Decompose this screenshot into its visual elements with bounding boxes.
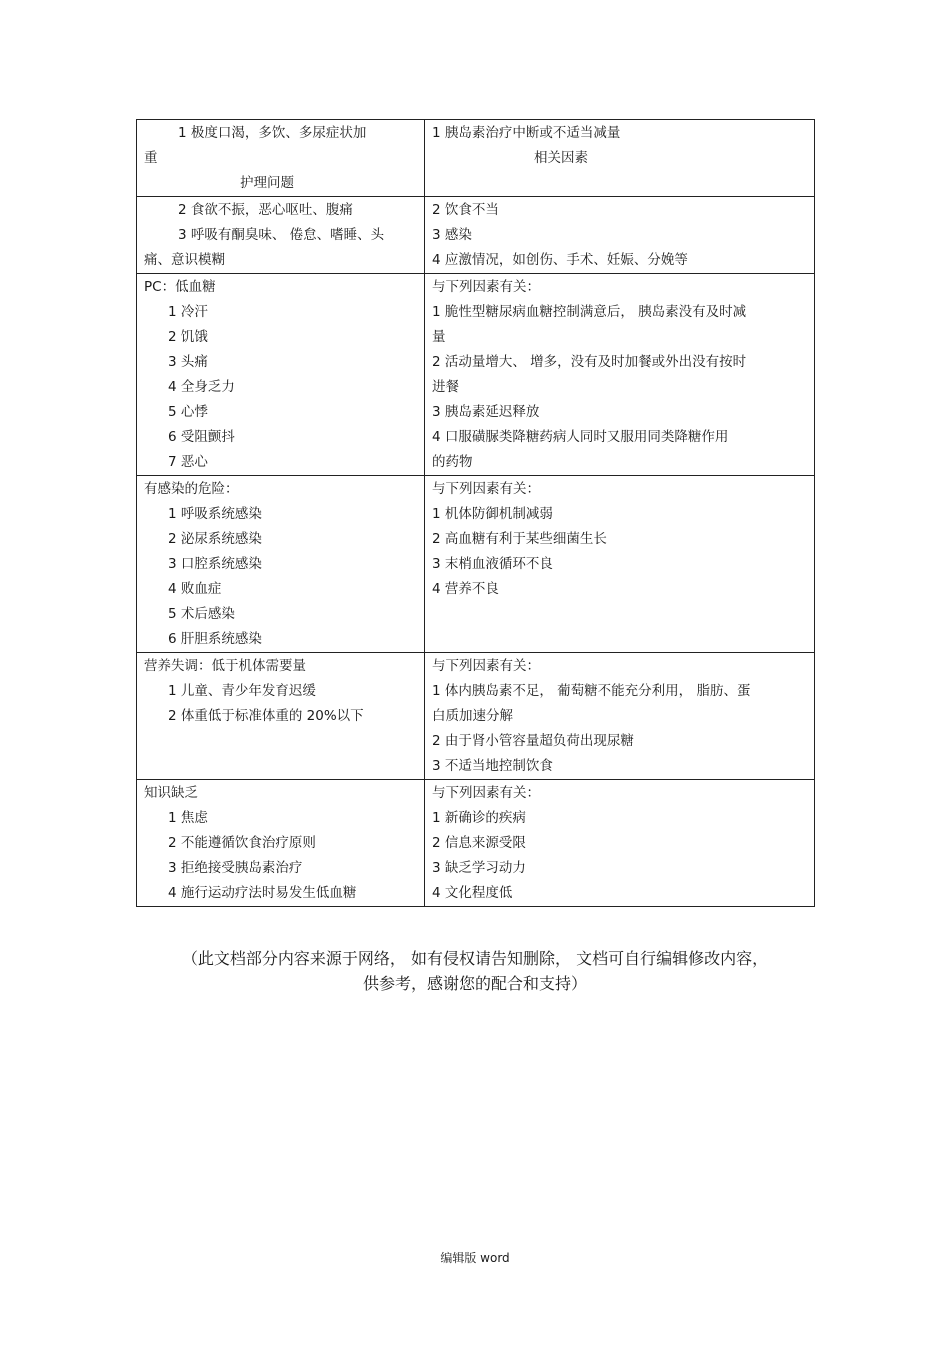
cell-line: 1 新确诊的疾病: [432, 810, 526, 826]
cell-line: 1 脆性型糖尿病血糖控制满意后， 胰岛素没有及时减: [432, 304, 747, 320]
page-footer-label: 编辑版 word: [440, 1251, 510, 1265]
nursing-problem-cell: [137, 653, 425, 780]
nursing-problem-cell: [137, 120, 425, 197]
table-row: [137, 120, 815, 197]
cell-line: 与下列因素有关：: [432, 785, 540, 801]
related-factors-cell: [425, 274, 815, 476]
cell-line: 1 极度口渴，多饮、多尿症状加: [178, 125, 367, 141]
cell-line: 量: [432, 329, 446, 345]
problem-title: 知识缺乏: [144, 785, 198, 801]
table-row: [137, 197, 815, 274]
cell-line: 3 拒绝接受胰岛素治疗: [168, 860, 303, 876]
problem-title: 有感染的危险：: [144, 481, 239, 497]
cell-line: 痛、意识模糊: [144, 252, 225, 268]
related-factors-cell: [425, 120, 815, 197]
cell-line: 4 施行运动疗法时易发生低血糖: [168, 885, 357, 901]
cell-line: 重: [144, 150, 158, 166]
cell-line: 2 食欲不振，恶心呕吐、腹痛: [178, 202, 353, 218]
cell-line: 进餐: [432, 379, 459, 395]
cell-line: 4 全身乏力: [168, 379, 235, 395]
disclaimer-line-2: 供参考，感谢您的配合和支持）: [362, 974, 587, 993]
cell-line: 3 不适当地控制饮食: [432, 758, 553, 774]
cell-line: 2 体重低于标准体重的 20%以下: [168, 708, 364, 724]
cell-line: 6 肝胆系统感染: [168, 631, 262, 647]
cell-line: 与下列因素有关：: [432, 658, 540, 674]
cell-line: 2 泌尿系统感染: [168, 531, 262, 547]
cell-line: 1 机体防御机制减弱: [432, 506, 553, 522]
nursing-problem-cell: [137, 476, 425, 653]
related-factors-cell: [425, 653, 815, 780]
table-row: [137, 780, 815, 907]
cell-line: 1 儿童、青少年发育迟缓: [168, 683, 316, 699]
cell-line: 5 术后感染: [168, 606, 235, 622]
cell-line: 3 呼吸有酮臭味、 倦怠、嗜睡、头: [178, 227, 385, 243]
cell-line: 4 应激情况，如创伤、手术、妊娠、分娩等: [432, 252, 688, 268]
cell-line: 的药物: [432, 454, 473, 470]
cell-line: 与下列因素有关：: [432, 279, 540, 295]
table-row: [137, 476, 815, 653]
cell-line: 4 文化程度低: [432, 885, 513, 901]
cell-line: 3 末梢血液循环不良: [432, 556, 553, 572]
cell-line: 2 活动量增大、 增多，没有及时加餐或外出没有按时: [432, 354, 747, 370]
nursing-problem-cell: [137, 197, 425, 274]
cell-line: 3 缺乏学习动力: [432, 860, 526, 876]
cell-line: 6 受阻颤抖: [168, 429, 235, 445]
disclaimer-line-1: （此文档部分内容来源于网络， 如有侵权请告知删除， 文档可自行编辑修改内容，: [181, 949, 769, 968]
cell-line: 2 高血糖有利于某些细菌生长: [432, 531, 607, 547]
cell-line: 2 饥饿: [168, 329, 208, 345]
cell-line: 3 口腔系统感染: [168, 556, 262, 572]
cell-line: 1 胰岛素治疗中断或不适当减量: [432, 125, 621, 141]
cell-line: 1 冷汗: [168, 304, 208, 320]
problem-title: 营养失调：低于机体需要量: [144, 658, 306, 674]
cell-line: 2 信息来源受限: [432, 835, 526, 851]
related-factors-cell: [425, 476, 815, 653]
nursing-care-table: [136, 119, 815, 907]
cell-line: 1 体内胰岛素不足， 葡萄糖不能充分利用， 脂肪、蛋: [432, 683, 751, 699]
cell-line: 与下列因素有关：: [432, 481, 540, 497]
cell-line: 2 饮食不当: [432, 202, 499, 218]
cell-line: 4 营养不良: [432, 581, 499, 597]
cell-line: 5 心悸: [168, 404, 208, 420]
cell-line: 4 口服磺脲类降糖药病人同时又服用同类降糖作用: [432, 429, 729, 445]
table-row: [137, 274, 815, 476]
cell-line: 3 胰岛素延迟释放: [432, 404, 540, 420]
table-row: [137, 653, 815, 780]
cell-line: 7 恶心: [168, 454, 208, 470]
related-factors-cell: [425, 780, 815, 907]
related-factors-cell: [425, 197, 815, 274]
nursing-problem-cell: [137, 274, 425, 476]
column-header-nursing-problem: 护理问题: [240, 175, 294, 191]
column-header-related-factors: 相关因素: [534, 150, 588, 166]
cell-line: 3 头痛: [168, 354, 208, 370]
problem-title: PC：低血糖: [144, 279, 216, 295]
cell-line: 1 焦虑: [168, 810, 208, 826]
cell-line: 1 呼吸系统感染: [168, 506, 262, 522]
cell-line: 4 败血症: [168, 581, 222, 597]
cell-line: 白质加速分解: [432, 708, 513, 724]
cell-line: 2 不能遵循饮食治疗原则: [168, 835, 316, 851]
cell-line: 3 感染: [432, 227, 472, 243]
nursing-problem-cell: [137, 780, 425, 907]
cell-line: 2 由于肾小管容量超负荷出现尿糖: [432, 733, 634, 749]
